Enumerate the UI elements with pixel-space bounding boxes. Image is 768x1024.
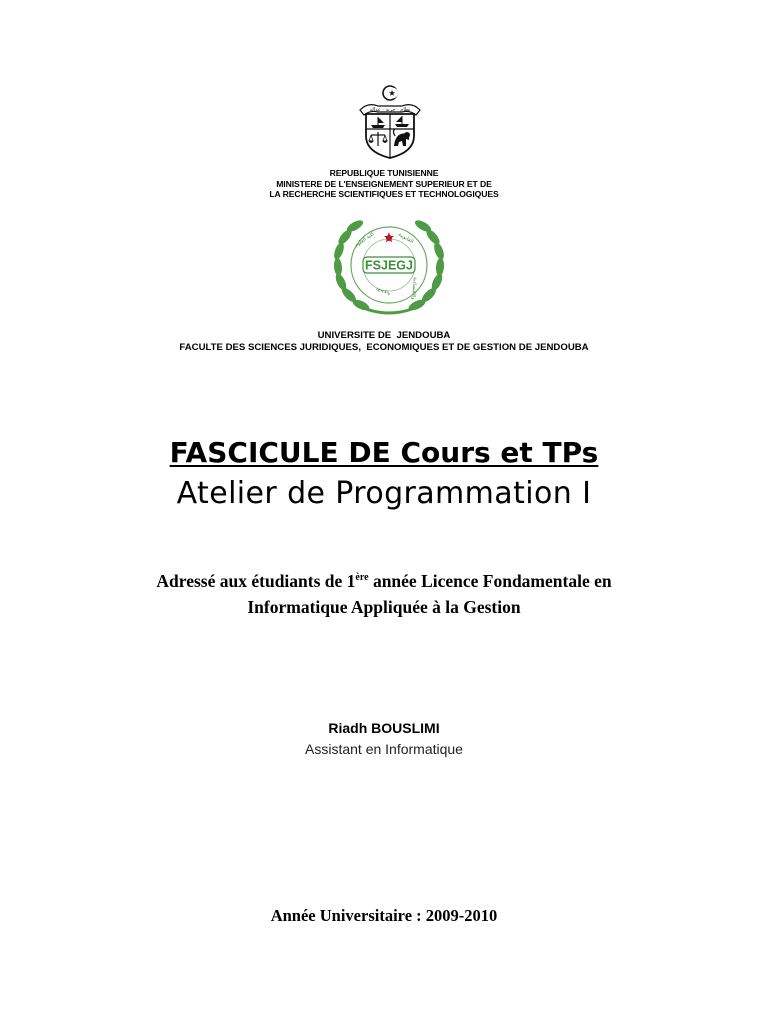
university-name: UNIVERSITE DE JENDOUBA [317, 330, 451, 341]
svg-text:ﻭﺍﻻﻗﺘﺼﺎﺩﻳﺔ: ﻭﺍﻻﻗﺘﺼﺎﺩﻳﺔ [410, 276, 418, 300]
ministry-header [0, 168, 768, 200]
svg-text:ﻛﻠﻴﺔ ﺍﻟﻌﻠﻮﻡ: ﻛﻠﻴﺔ ﺍﻟﻌﻠﻮﻡ [353, 230, 376, 249]
target-audience [0, 568, 768, 620]
ministry-line-1: REPUBLIQUE TUNISIENNE [329, 168, 439, 178]
author-role: Assistant en Informatique [305, 741, 463, 757]
audience-superscript: ère [355, 572, 369, 583]
audience-line-1 [0, 568, 768, 594]
author-name: Riadh BOUSLIMI [328, 720, 440, 736]
faculty-name: FACULTE DES SCIENCES JURIDIQUES, ECONOMIQUES ET DE GESTION DE JENDOUBA [179, 342, 589, 353]
document-subtitle: Atelier de Programmation I [176, 476, 592, 511]
university-header [0, 330, 768, 354]
coat-of-arms-motto: نظام · حرية · عدالة [369, 107, 411, 113]
audience-prefix: Adressé aux étudiants de 1 [156, 571, 356, 591]
document-title: FASCICULE DE Cours et TPs [169, 436, 599, 469]
audience-suffix: année Licence Fondamentale en [368, 571, 612, 591]
ministry-line-2: MINISTERE DE L'ENSEIGNEMENT SUPERIEUR ET DE [276, 178, 492, 189]
faculty-logo-label: FSJEGJ [365, 258, 413, 273]
svg-text:ﺑﺠﻨﺪﻭﺑﺔ: ﺑﺠﻨﺪﻭﺑﺔ [374, 286, 392, 298]
audience-line-2: Informatique Appliquée à la Gestion [247, 597, 521, 617]
fsjegj-laurel-logo [326, 207, 452, 317]
academic-year: Année Universitaire : 2009-2010 [270, 906, 498, 925]
svg-text:ﺍﻟﻘﺎﻧﻮﻧﻴﺔ: ﺍﻟﻘﺎﻧﻮﻧﻴﺔ [397, 231, 415, 245]
tunisian-coat-of-arms-icon [354, 84, 426, 160]
ministry-line-3: LA RECHERCHE SCIENTIFIQUES ET TECHNOLOGIQUES [269, 189, 499, 200]
